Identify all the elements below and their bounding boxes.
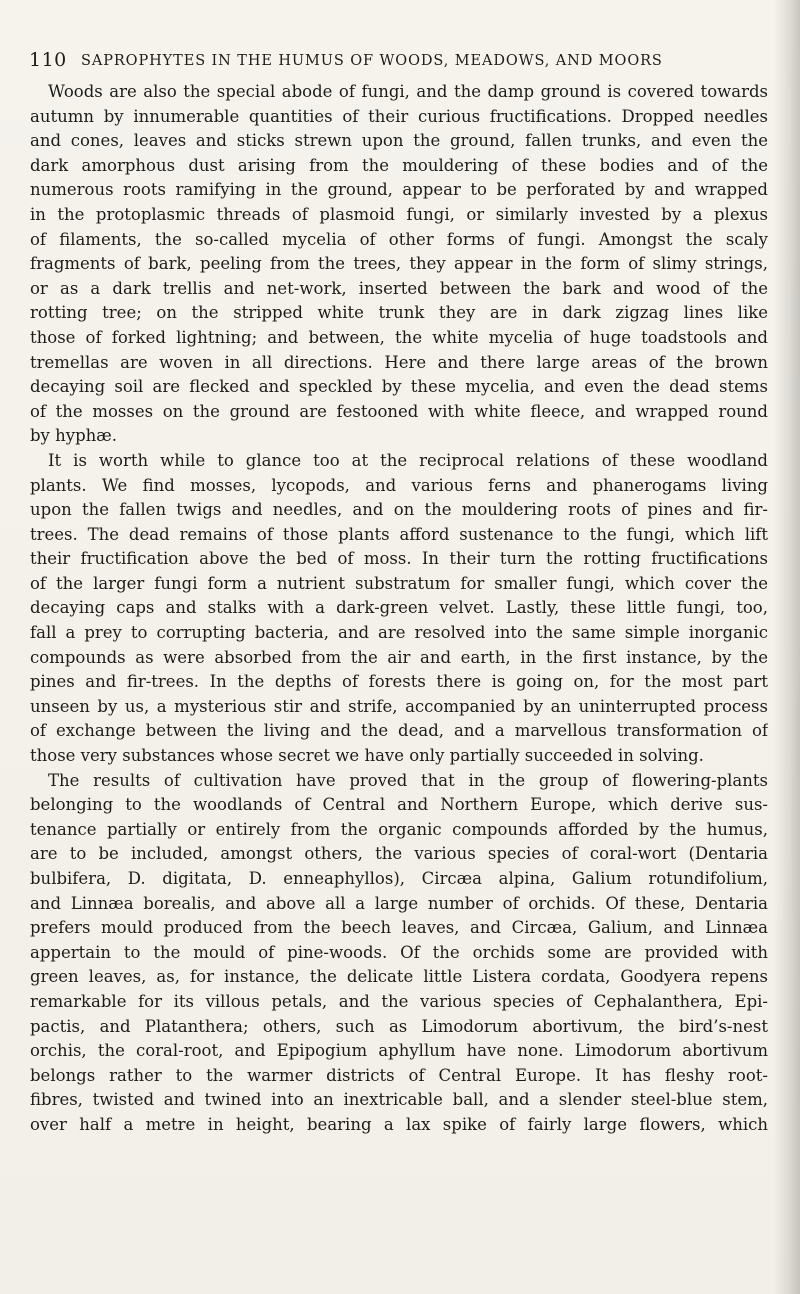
page-number: 110 (29, 49, 67, 71)
text-line: trees. The dead remains of those plants afford sustenance to the fungi, which lift (30, 524, 768, 544)
paragraph-3 (30, 769, 768, 1138)
page-edge-shadow (774, 0, 800, 1294)
text-line: of the mosses on the ground are festooned with white fleece, and wrapped round (30, 401, 768, 421)
paragraph-1 (30, 80, 768, 449)
text-line: bulbifera, D. digitata, D. enneaphyllos), Circæa alpina, Galium rotundifolium, (30, 869, 768, 888)
page-header (29, 47, 769, 73)
text-line: over half a metre in height, bearing a lax spike of fairly large flowers, which (30, 1114, 768, 1134)
text-line: decaying soil are flecked and speckled by these mycelia, and even the dead stems (30, 377, 768, 397)
text-line: fragments of bark, peeling from the trees, they appear in the form of slimy strings, (30, 254, 768, 274)
text-line: plants. We find mosses, lycopods, and various ferns and phanerogams living (30, 475, 768, 495)
running-head: SAPROPHYTES IN THE HUMUS OF WOODS, MEADOWS, AND MOORS (81, 53, 663, 69)
text-line: appertain to the mould of pine-woods. Of the orchids some are provided with (30, 942, 768, 962)
text-line: those of forked lightning; and between, the white mycelia of huge toadstools and (30, 327, 768, 347)
text-line: prefers mould produced from the beech leaves, and Circæa, Galium, and Linnæa (30, 918, 768, 938)
text-line: Woods are also the special abode of fungi, and the damp ground is covered towards (48, 82, 768, 101)
text-line: and cones, leaves and sticks strewn upon the ground, fallen trunks, and even the (30, 131, 768, 151)
text-line: in the protoplasmic threads of plasmoid fungi, or similarly invested by a plexus (30, 204, 768, 224)
text-line: belongs rather to the warmer districts of Central Europe. It has fleshy root- (30, 1065, 768, 1085)
text-line: or as a dark trellis and net-work, inserted between the bark and wood of the (30, 278, 768, 298)
text-line: decaying caps and stalks with a dark-green velvet. Lastly, these little fungi, too, (30, 598, 768, 618)
text-line: of filaments, the so-called mycelia of other forms of fungi. Amongst the scaly (30, 229, 768, 249)
text-line: fall a prey to corrupting bacteria, and are resolved into the same simple inorganic (30, 623, 768, 643)
text-line: unseen by us, a mysterious stir and strife, accompanied by an uninterrupted process (30, 696, 768, 716)
text-line: orchis, the coral-root, and Epipogium aphyllum have none. Limodorum abortivum (30, 1041, 768, 1061)
text-line: belonging to the woodlands of Central and Northern Europe, which derive sus- (30, 795, 768, 815)
text-line: numerous roots ramifying in the ground, appear to be perforated by and wrapped (30, 180, 768, 200)
text-line: upon the fallen twigs and needles, and on the mouldering roots of pines and fir- (30, 500, 768, 520)
text-line: It is worth while to glance too at the reciprocal relations of these woodland (48, 450, 768, 470)
text-line: dark amorphous dust arising from the mouldering of these bodies and of the (30, 155, 768, 175)
text-line: pines and fir-trees. In the depths of forests there is going on, for the most part (30, 672, 768, 692)
text-line: are to be included, amongst others, the various species of coral-wort (Dentaria (30, 844, 768, 864)
paragraph-2 (30, 449, 768, 769)
text-line: their fructification above the bed of moss. In their turn the rotting fructifications (30, 549, 768, 569)
text-line: by hyphæ. (30, 426, 118, 446)
text-line: pactis, and Platanthera; others, such as Limodorum abortivum, the bird’s-nest (30, 1016, 768, 1036)
text-line: of the larger fungi form a nutrient substratum for smaller fungi, which cover the (30, 573, 768, 593)
text-line: tremellas are woven in all directions. Here and there large areas of the brown (30, 352, 768, 372)
text-line: those very substances whose secret we have only partially succeeded in solving. (30, 746, 704, 766)
text-line: and Linnæa borealis, and above all a large number of orchids. Of these, Dentaria (30, 893, 768, 913)
text-line: tenance partially or entirely from the organic compounds afforded by the humus, (30, 819, 768, 839)
body-text (30, 80, 768, 1292)
text-line: remarkable for its villous petals, and the various species of Cephalanthera, Epi- (30, 991, 768, 1011)
text-line: rotting tree; on the stripped white trunk they are in dark zigzag lines like (30, 303, 768, 323)
text-line: compounds as were absorbed from the air and earth, in the first instance, by the (30, 647, 768, 667)
text-line: fibres, twisted and twined into an inextricable ball, and a slender steel-blue stem, (30, 1090, 768, 1110)
text-line: of exchange between the living and the dead, and a marvellous transformation of (30, 721, 768, 741)
text-line: autumn by innumerable quantities of their curious fructifications. Dropped needles (30, 106, 768, 126)
text-line: green leaves, as, for instance, the delicate little Listera cordata, Goodyera repens (30, 967, 768, 987)
text-line: The results of cultivation have proved that in the group of flowering-plants (48, 770, 768, 790)
